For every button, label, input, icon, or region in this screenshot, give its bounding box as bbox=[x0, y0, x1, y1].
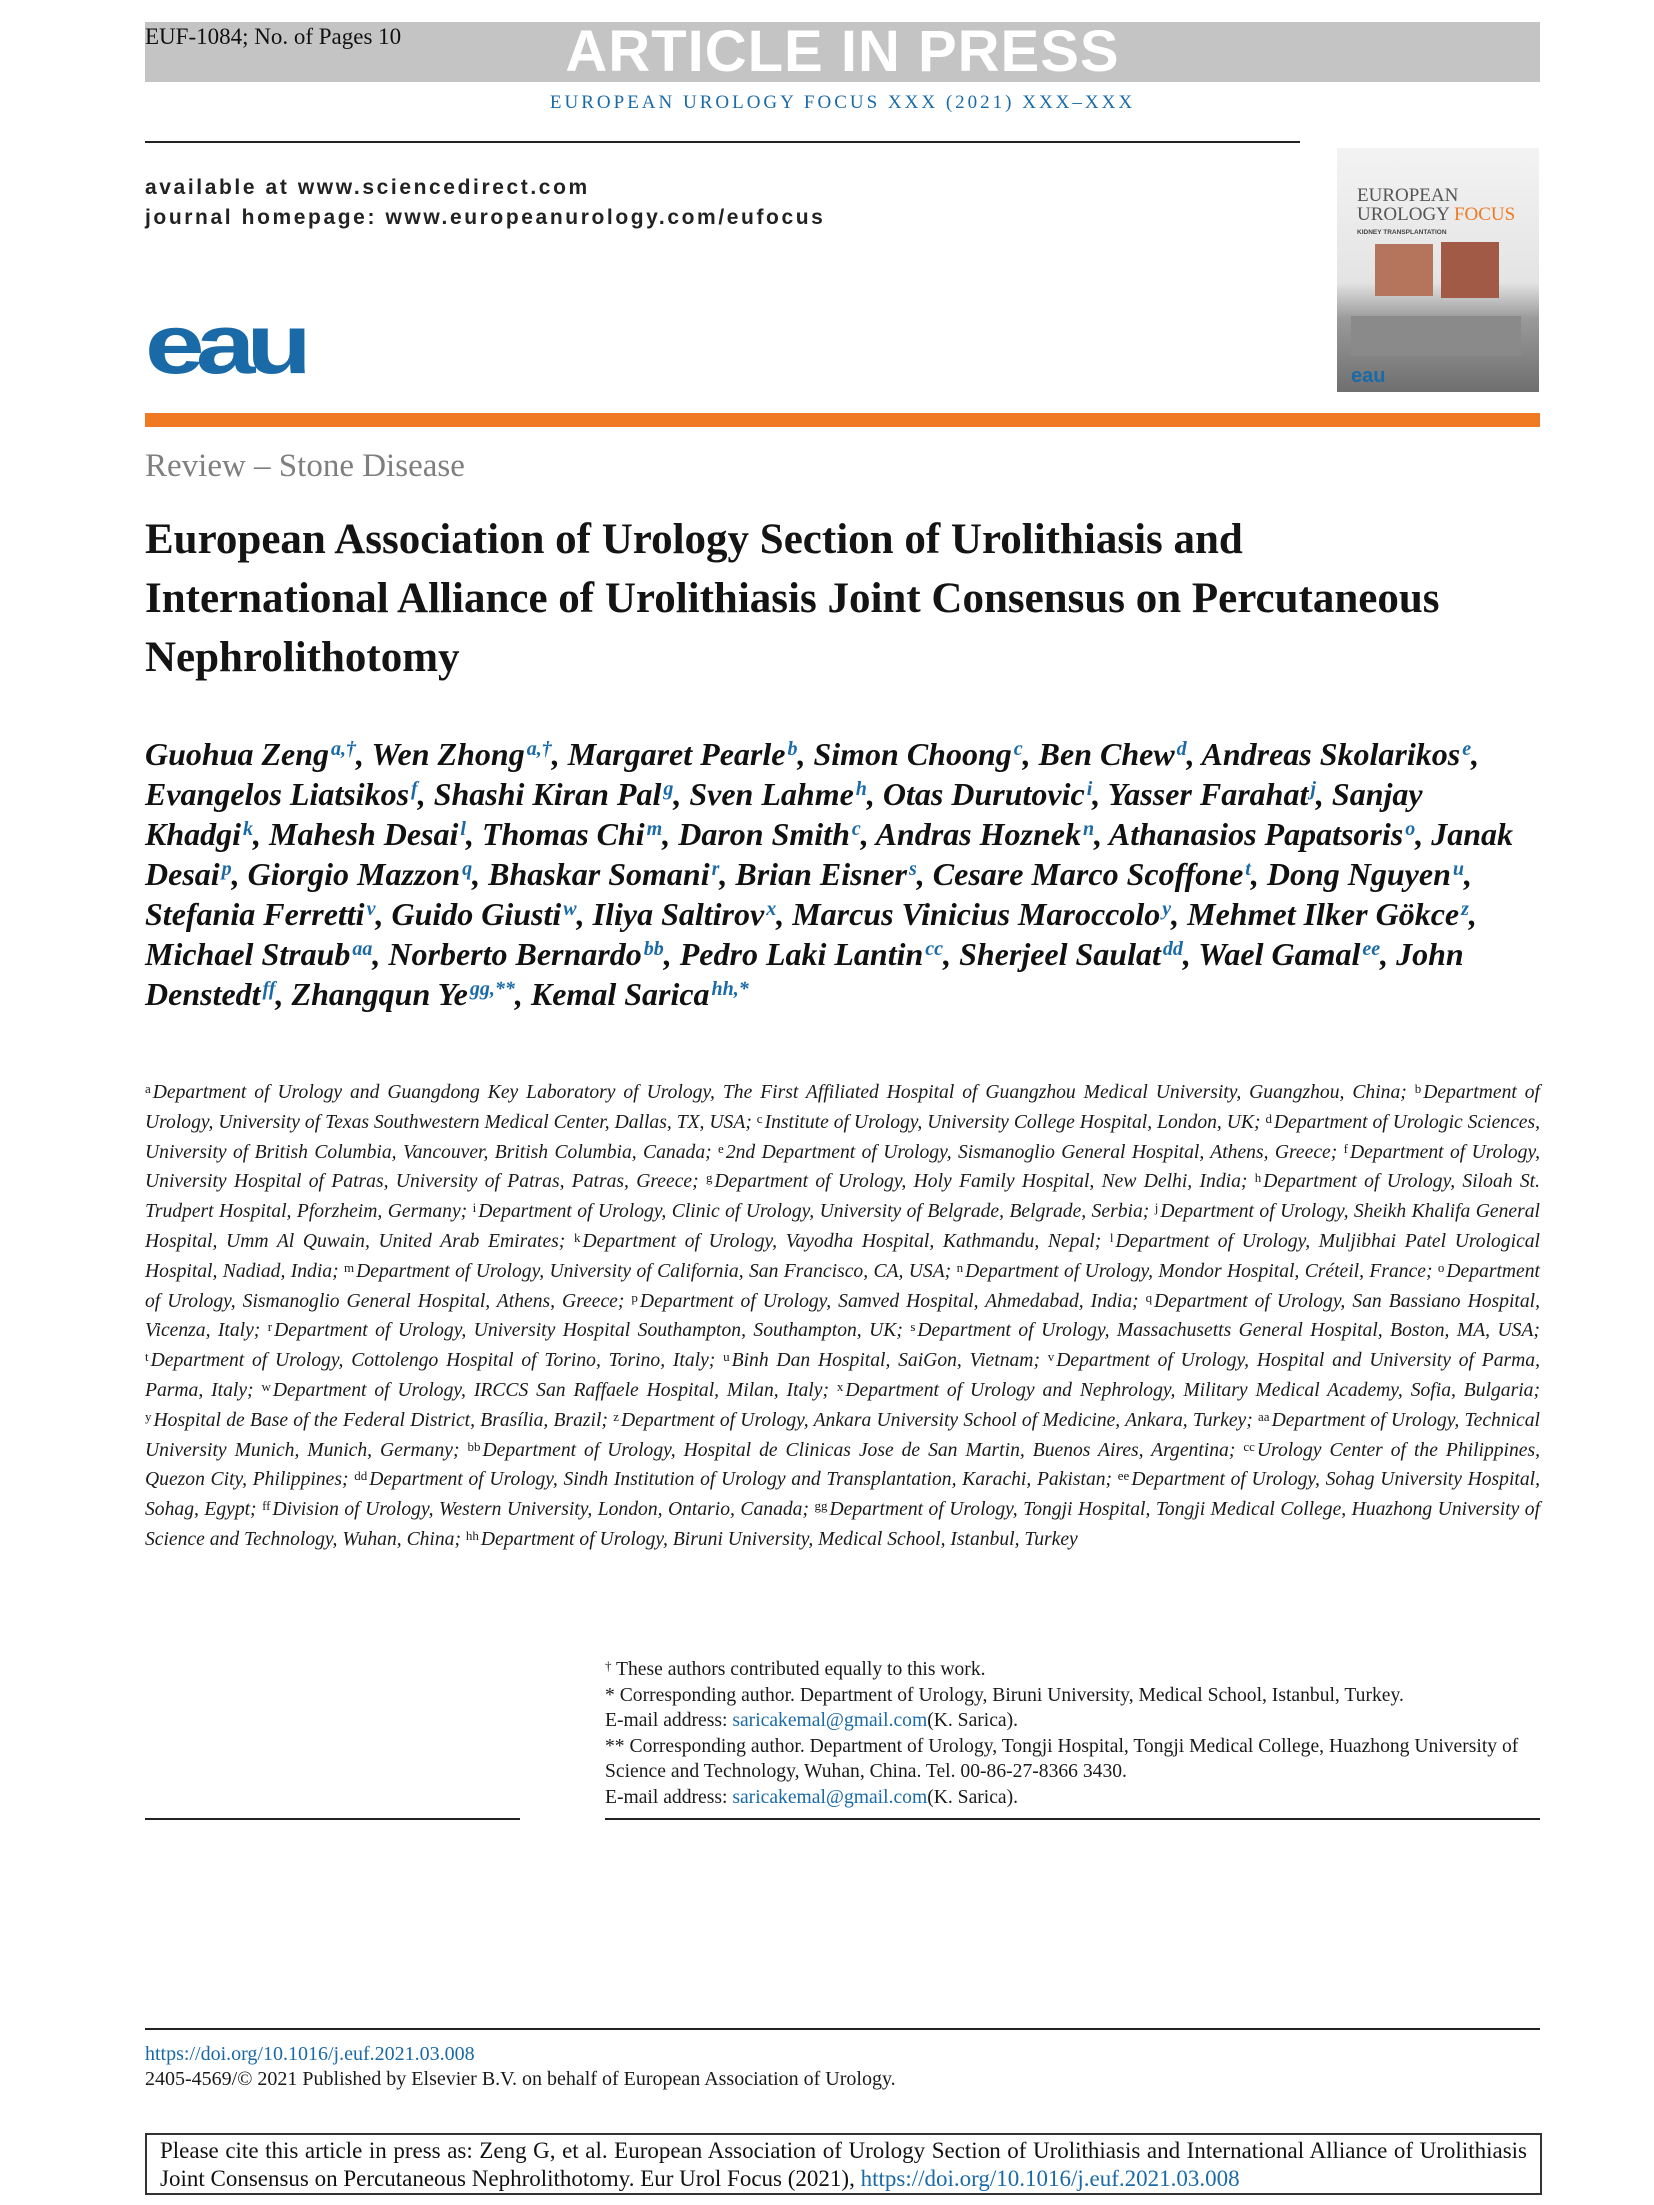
affiliation-item bbox=[467, 1440, 1235, 1461]
author-affiliation-mark: o bbox=[1405, 818, 1416, 840]
footer-rule bbox=[145, 2028, 1540, 2030]
author-affiliation-mark: ff bbox=[262, 978, 276, 1000]
author-item bbox=[568, 736, 798, 772]
author-item bbox=[678, 816, 861, 852]
affiliation-text: Binh Dan Hospital, SaiGon, Vietnam; bbox=[731, 1350, 1040, 1372]
author-name: Guohua Zeng bbox=[145, 736, 330, 772]
author-item bbox=[813, 736, 1022, 772]
equal-contribution-note: † These authors contributed equally to this work. bbox=[605, 1658, 986, 1680]
author-affiliation-mark: h bbox=[855, 778, 867, 800]
footnote-rule-left bbox=[145, 1818, 520, 1820]
author-affiliation-mark: l bbox=[460, 818, 466, 840]
double-asterisk-mark: ** bbox=[605, 1735, 625, 1757]
affiliation-text: Department of Urologic Sciences, University of British Columbia, Vancouver, British Columbia, Canada; bbox=[145, 1111, 1541, 1163]
affiliation-item bbox=[723, 1350, 1040, 1371]
orange-divider bbox=[145, 413, 1540, 427]
affiliation-key: gg bbox=[814, 1498, 828, 1514]
affiliation-key: h bbox=[1254, 1170, 1262, 1186]
author-name: Yasser Farahat bbox=[1107, 776, 1309, 812]
affiliation-text: Department of Urology, Ankara University School of Medicine, Ankara, Turkey; bbox=[620, 1409, 1253, 1431]
affiliation-item bbox=[706, 1171, 1247, 1192]
author-item bbox=[1039, 736, 1187, 772]
author-item bbox=[735, 856, 916, 892]
affiliation-text: Department of Urology, Sheikh Khalifa General Hospital, Umm Al Quwain, United Arab Emirates; bbox=[145, 1201, 1540, 1252]
author-name: Giorgio Mazzon bbox=[247, 856, 461, 892]
author-affiliation-mark: c bbox=[1013, 738, 1023, 760]
author-affiliation-mark: x bbox=[766, 898, 777, 920]
author-affiliation-mark: r bbox=[711, 858, 720, 880]
author-item bbox=[269, 816, 466, 852]
author-affiliation-mark: q bbox=[462, 858, 473, 880]
affiliation-key: p bbox=[631, 1289, 638, 1305]
email-line-1: E-mail address: saricakemal@gmail.com(K. Sarica). bbox=[605, 1710, 1019, 1731]
affiliation-item bbox=[145, 1082, 1407, 1103]
author-affiliation-mark: s bbox=[909, 858, 917, 880]
manuscript-id: EUF-1084; No. of Pages 10 bbox=[145, 24, 402, 49]
affiliation-text: Institute of Urology, University College Hospital, London, UK; bbox=[764, 1111, 1261, 1133]
affiliation-text: Department of Urology, Technical University Munich, Munich, Germany; bbox=[145, 1409, 1540, 1461]
affiliation-text: Department of Urology, San Bassiano Hospital, Vicenza, Italy; bbox=[145, 1290, 1540, 1342]
affiliation-text: Department of Urology, Biruni University, Medical School, Istanbul, Turkey bbox=[480, 1528, 1078, 1550]
affiliation-text: Department of Urology, Sismanoglio General Hospital, Athens, Greece; bbox=[145, 1260, 1540, 1312]
author-item bbox=[248, 856, 473, 892]
author-name: Stefania Ferretti bbox=[145, 896, 365, 932]
author-name: Wen Zhong bbox=[371, 736, 525, 772]
author-name: Simon Choong bbox=[813, 736, 1012, 772]
affiliation-item bbox=[613, 1410, 1253, 1431]
author-name: Wael Gamal bbox=[1198, 936, 1361, 972]
author-name: Andreas Skolarikos bbox=[1201, 736, 1461, 772]
author-name: Dong Nguyen bbox=[1266, 856, 1451, 892]
author-affiliation-mark: gg,** bbox=[469, 978, 515, 1000]
author-name: Mahesh Desai bbox=[269, 816, 459, 852]
author-affiliation-mark: v bbox=[366, 898, 376, 920]
affiliation-item bbox=[718, 1142, 1337, 1163]
cover-title-line3: FOCUS bbox=[1453, 204, 1516, 225]
author-name: Cesare Marco Scoffone bbox=[932, 856, 1244, 892]
cover-toc-band bbox=[1351, 316, 1521, 356]
corresponding-author-2: ** Corresponding author. Department of Urology, Tongji Hospital, Tongji Medical College, Huazhong University of Science and Technology, Wuhan, China. Tel. 00-86-27-8366 3430. bbox=[605, 1735, 1519, 1782]
affiliation-key: u bbox=[723, 1349, 730, 1365]
author-name: Margaret Pearle bbox=[567, 736, 786, 772]
affiliation-item bbox=[574, 1231, 1101, 1252]
affiliation-text: Department of Urology, Hospital and University of Parma, Parma, Italy; bbox=[145, 1350, 1540, 1401]
affiliation-key: t bbox=[145, 1349, 149, 1365]
author-affiliation-mark: b bbox=[787, 738, 798, 760]
affiliation-text: Department of Urology, University of California, San Francisco, CA, USA; bbox=[356, 1260, 952, 1282]
author-affiliation-mark: ee bbox=[1362, 938, 1381, 960]
cover-title-line1: EUROPEAN bbox=[1357, 185, 1459, 206]
affiliation-key: b bbox=[1414, 1081, 1422, 1096]
affiliation-text: Department of Urology, Samved Hospital, Ahmedabad, India; bbox=[639, 1290, 1139, 1312]
affiliation-item bbox=[262, 1499, 809, 1520]
affiliation-key: i bbox=[472, 1200, 477, 1216]
author-name: Mehmet Ilker Gökce bbox=[1187, 896, 1460, 932]
author-item bbox=[482, 816, 662, 852]
author-item bbox=[531, 976, 749, 1012]
article-section-label: Review – Stone Disease bbox=[145, 448, 465, 484]
affiliation-key: y bbox=[145, 1408, 152, 1424]
author-item bbox=[689, 776, 867, 812]
affiliation-item bbox=[261, 1380, 829, 1401]
author-name: Shashi Kiran Pal bbox=[433, 776, 662, 812]
author-name: Thomas Chi bbox=[481, 816, 645, 852]
affiliation-text: Department of Urology, Sohag University Hospital, Sohag, Egypt; bbox=[145, 1469, 1540, 1521]
affiliation-key: z bbox=[613, 1408, 619, 1424]
affiliation-key: c bbox=[756, 1110, 763, 1126]
author-affiliation-mark: d bbox=[1176, 738, 1187, 760]
author-affiliation-mark: dd bbox=[1162, 938, 1183, 960]
affiliation-text: Department of Urology, Hospital de Clinicas Jose de San Martin, Buenos Aires, Argentina; bbox=[482, 1439, 1236, 1461]
citation-doi-link[interactable]: https://doi.org/10.1016/j.euf.2021.03.008 bbox=[860, 2166, 1240, 2191]
journal-homepage-line: journal homepage: www.europeanurology.com/eufocus bbox=[145, 206, 826, 229]
cover-title-line2: UROLOGY bbox=[1357, 204, 1450, 225]
author-name: Pedro Laki Lantin bbox=[679, 936, 924, 972]
eau-logo bbox=[145, 318, 305, 386]
author-item bbox=[883, 776, 1092, 812]
citation-text: Please cite this article in press as: Zeng G, et al. European Association of Urology Section of Urolithiasis and International Alliance of Urolithiasis Joint Consensus on Percutaneous Nephrolithotomy. Eur Urol Focus (2021), https://doi.org/10.1016/j.euf.2021.03.008 bbox=[160, 2138, 1527, 2191]
cover-image-left bbox=[1375, 244, 1433, 296]
affiliation-key: l bbox=[1109, 1229, 1114, 1245]
journal-cover-thumbnail bbox=[1337, 148, 1539, 392]
author-item bbox=[292, 976, 515, 1012]
author-name: Sherjeel Saulat bbox=[959, 936, 1161, 972]
affiliation-item bbox=[757, 1112, 1261, 1133]
author-name: Marcus Vinicius Maroccolo bbox=[792, 896, 1161, 932]
author-name: Ben Chew bbox=[1038, 736, 1175, 772]
author-item bbox=[959, 936, 1183, 972]
author-name: Norberto Bernardo bbox=[388, 936, 642, 972]
affiliation-key: n bbox=[956, 1259, 964, 1275]
affiliation-key: m bbox=[344, 1259, 355, 1275]
article-title: European Association of Urology Section of Urolithiasis and International Alliance of Urolithiasis Joint Consensus on Percutaneous Nephrolithotomy bbox=[145, 516, 1440, 681]
affiliation-key: r bbox=[267, 1319, 273, 1335]
author-item bbox=[593, 896, 777, 932]
affiliation-key: x bbox=[836, 1378, 844, 1394]
author-item bbox=[1109, 816, 1415, 852]
affiliation-item bbox=[957, 1261, 1433, 1282]
author-name: Zhangqun Ye bbox=[291, 976, 468, 1012]
author-affiliation-mark: t bbox=[1245, 858, 1251, 880]
author-item bbox=[1201, 736, 1471, 772]
author-affiliation-mark: j bbox=[1310, 778, 1316, 800]
affiliation-text: Hospital de Base of the Federal District, Brasília, Brazil; bbox=[153, 1409, 608, 1431]
affiliation-item bbox=[145, 1410, 608, 1431]
affiliation-text: Department of Urology, Massachusetts General Hospital, Boston, MA, USA; bbox=[917, 1320, 1540, 1342]
author-affiliation-mark: g bbox=[663, 778, 674, 800]
author-name: Athanasios Papatsoris bbox=[1108, 816, 1404, 852]
cover-image-right bbox=[1441, 242, 1499, 298]
author-item bbox=[792, 896, 1171, 932]
affiliation-text: Department of Urology, University Hospital Southampton, Southampton, UK; bbox=[274, 1320, 903, 1342]
affiliation-text: Department of Urology, Clinic of Urology, University of Belgrade, Belgrade, Serbia; bbox=[478, 1201, 1150, 1223]
author-item bbox=[388, 936, 663, 972]
author-item bbox=[933, 856, 1251, 892]
affiliation-text: Department of Urology, Cottolengo Hospital of Torino, Torino, Italy; bbox=[150, 1350, 716, 1372]
author-name: Bhaskar Somani bbox=[488, 856, 710, 892]
affiliation-key: o bbox=[1437, 1259, 1445, 1275]
email-link-1[interactable]: saricakemal@gmail.com bbox=[732, 1710, 928, 1731]
affiliation-key: k bbox=[573, 1229, 581, 1245]
author-item bbox=[391, 896, 576, 932]
author-name: Sanjay Khadgi bbox=[145, 776, 1423, 852]
affiliation-item bbox=[145, 1350, 715, 1371]
affiliation-key: bb bbox=[467, 1438, 481, 1454]
author-item bbox=[1187, 896, 1469, 932]
affiliation-key: j bbox=[1154, 1200, 1159, 1216]
author-affiliation-mark: w bbox=[563, 898, 577, 920]
author-affiliation-mark: i bbox=[1086, 778, 1093, 800]
author-affiliation-mark: hh,* bbox=[711, 978, 749, 1000]
affiliation-text: Department of Urology, Holy Family Hospital, New Delhi, India; bbox=[714, 1171, 1248, 1193]
affiliation-key: ee bbox=[1117, 1468, 1130, 1484]
affiliation-item bbox=[910, 1320, 1540, 1341]
author-item bbox=[488, 856, 719, 892]
email-line-2: E-mail address: saricakemal@gmail.com(K. Sarica). bbox=[605, 1786, 1019, 1808]
affiliation-key: f bbox=[1343, 1140, 1348, 1156]
author-item bbox=[145, 936, 372, 972]
affiliation-text: Department of Urology, Tongji Hospital, Tongji Medical College, Huazhong University of Science and Technology, Wuhan, China; bbox=[145, 1499, 1541, 1550]
author-affiliation-mark: aa bbox=[352, 938, 373, 960]
author-item bbox=[145, 736, 356, 772]
affiliation-item bbox=[837, 1380, 1540, 1401]
affiliation-text: Department of Urology, Sindh Institution of Urology and Transplantation, Karachi, Pakistan; bbox=[369, 1469, 1113, 1491]
affiliation-key: hh bbox=[465, 1527, 479, 1543]
affiliation-item bbox=[473, 1201, 1150, 1222]
author-item bbox=[145, 776, 418, 812]
author-affiliation-mark: u bbox=[1452, 858, 1464, 880]
author-affiliation-mark: m bbox=[646, 818, 663, 840]
author-affiliation-mark: cc bbox=[925, 938, 944, 960]
author-name: Evangelos Liatsikos bbox=[145, 776, 410, 812]
affiliation-text: Division of Urology, Western University, London, Ontario, Canada; bbox=[272, 1499, 809, 1521]
author-affiliation-mark: bb bbox=[643, 938, 664, 960]
cover-logo: eau bbox=[1351, 365, 1386, 387]
affiliation-key: v bbox=[1047, 1349, 1055, 1365]
affiliation-key: cc bbox=[1243, 1438, 1255, 1454]
author-affiliation-mark: z bbox=[1461, 898, 1469, 920]
affiliation-key: aa bbox=[1258, 1408, 1270, 1424]
author-affiliation-mark: a,† bbox=[331, 738, 357, 760]
author-affiliation-mark: p bbox=[221, 858, 232, 880]
affiliation-item bbox=[344, 1261, 951, 1282]
author-name: Otas Durutovic bbox=[882, 776, 1085, 812]
affiliation-text: 2nd Department of Urology, Sismanoglio General Hospital, Athens, Greece; bbox=[725, 1141, 1338, 1163]
author-affiliation-mark: y bbox=[1162, 898, 1172, 920]
affiliation-item bbox=[268, 1320, 903, 1341]
header-rule bbox=[145, 141, 1300, 143]
author-item bbox=[1108, 776, 1316, 812]
affiliation-key: dd bbox=[354, 1468, 368, 1484]
affiliation-key: d bbox=[1265, 1110, 1272, 1126]
author-footnotes bbox=[605, 1657, 1540, 1810]
affiliation-key: e bbox=[718, 1140, 724, 1156]
affiliation-item bbox=[466, 1529, 1078, 1550]
affiliation-text: Department of Urology and Nephrology, Military Medical Academy, Sofia, Bulgaria; bbox=[845, 1379, 1540, 1401]
affiliation-key: w bbox=[261, 1378, 271, 1394]
asterisk-mark: * bbox=[605, 1684, 615, 1706]
author-name: Andras Hoznek bbox=[875, 816, 1081, 852]
affiliation-key: s bbox=[910, 1319, 916, 1335]
journal-running-head: EUROPEAN UROLOGY FOCUS XXX (2021) XXX–XXX bbox=[549, 92, 1136, 113]
affiliation-key: g bbox=[705, 1170, 713, 1186]
affiliation-text: Department of Urology, Vayodha Hospital, Kathmandu, Nepal; bbox=[582, 1230, 1102, 1252]
doi-link[interactable]: https://doi.org/10.1016/j.euf.2021.03.008 bbox=[145, 2043, 475, 2065]
cover-subtitle: KIDNEY TRANSPLANTATION bbox=[1357, 229, 1447, 236]
author-affiliation-mark: f bbox=[411, 778, 418, 800]
affiliation-item bbox=[631, 1291, 1138, 1312]
affiliation-key: q bbox=[1145, 1289, 1153, 1305]
affiliation-text: Department of Urology, Muljibhai Patel Urological Hospital, Nadiad, India; bbox=[145, 1230, 1541, 1282]
affiliation-item bbox=[354, 1469, 1112, 1490]
article-in-press-title: ARTICLE IN PRESS bbox=[565, 19, 1120, 84]
affiliation-text: Department of Urology and Guangdong Key Laboratory of Urology, The First Affiliated Hospital of Guangzhou Medical University, Guangzhou, China; bbox=[152, 1082, 1407, 1103]
author-list: Guohua Zeng $^{a,\dagger}$, Wen Zhong $^{a,\dagger}$, Margaret Pearle $^b$, Simon Choong $^c$, Ben Chew $^d$, Andreas Skolarikos $^e$, Evangelos Liatsikos $^f$, Shashi Kiran Pal $^g$, Sven Lahme $^h$, Otas Durutovic $^i$, Yasser Farahat $^j$, Sanjay Khadgi $^k$, Mahesh Desai $^l$, Thomas Chi $^m$, Daron Smith $^c$, Andras Hoznek $^n$, Athanasios Papatsoris $^o$, Janak Desai $^p$, Giorgio Mazzon $^q$, Bhaskar Somani $^r$, Brian Eisner $^s$, Cesare Marco Scoffone $^t$, Dong Nguyen $^u$, Stefania Ferretti $^v$, Guido Giusti $^w$, Iliya Saltirov $^x$, Marcus Vinicius Maroccolo $^y$, Mehmet Ilker Gökce $^z$, Michael Straub $^{aa}$, Norberto Bernardo $^{bb}$, Pedro Laki Lantin $^{cc}$, Sherjeel Saulat $^{dd}$, Wael Gamal $^{ee}$, John Denstedt $^{ff}$, Zhangqun Ye $^{gg,**}$, Kemal Sarica $^{hh,*}$ bbox=[145, 736, 1513, 1012]
footnote-rule-right bbox=[605, 1818, 1540, 1820]
author-name: Michael Straub bbox=[145, 936, 351, 972]
author-affiliation-mark: k bbox=[243, 818, 254, 840]
author-affiliation-mark: n bbox=[1082, 818, 1095, 840]
svg-text:UROLOGY FOCUS bbox=[1357, 204, 1515, 225]
citation-box bbox=[145, 2133, 1542, 2195]
affiliation-text: Department of Urology, University Hospital of Patras, University of Patras, Patras, Greece; bbox=[145, 1141, 1540, 1193]
affiliation-text: Urology Center of the Philippines, Quezon City, Philippines; bbox=[145, 1439, 1541, 1491]
affiliations bbox=[145, 1078, 1540, 1555]
dagger-mark: † bbox=[605, 1658, 612, 1673]
corresponding-author-1: * Corresponding author. Department of Urology, Biruni University, Medical School, Istanbul, Turkey. bbox=[605, 1684, 1404, 1706]
author-affiliation-mark: e bbox=[1462, 738, 1472, 760]
author-name: Iliya Saltirov bbox=[592, 896, 765, 932]
author-name: Janak Desai bbox=[145, 816, 1513, 892]
eau-logo-text: eau bbox=[145, 318, 305, 386]
author-item bbox=[434, 776, 674, 812]
author-name: Guido Giusti bbox=[391, 896, 562, 932]
email-link-2[interactable]: saricakemal@gmail.com bbox=[732, 1786, 928, 1808]
author-name: Daron Smith bbox=[678, 816, 850, 852]
affiliation-key: ff bbox=[262, 1498, 271, 1514]
author-affiliation-mark: a,† bbox=[526, 738, 552, 760]
affiliation-key: a bbox=[145, 1081, 151, 1096]
author-affiliation-mark: c bbox=[851, 818, 861, 840]
author-item bbox=[876, 816, 1095, 852]
author-item bbox=[1198, 936, 1380, 972]
copyright-line: 2405-4569/© 2021 Published by Elsevier B.V. on behalf of European Association of Urology. bbox=[145, 2068, 896, 2090]
author-name: John Denstedt bbox=[145, 936, 1464, 1012]
sciencedirect-line: available at www.sciencedirect.com bbox=[145, 176, 590, 199]
author-name: Kemal Sarica bbox=[530, 976, 710, 1012]
affiliation-text: Department of Urology, University of Texas Southwestern Medical Center, Dallas, TX, USA; bbox=[145, 1082, 1540, 1133]
affiliation-text: Department of Urology, Siloah St. Trudpert Hospital, Pforzheim, Germany; bbox=[145, 1171, 1540, 1223]
author-item bbox=[680, 936, 943, 972]
author-name: Sven Lahme bbox=[689, 776, 854, 812]
author-item bbox=[1267, 856, 1464, 892]
author-item bbox=[145, 896, 375, 932]
author-name: Brian Eisner bbox=[735, 856, 907, 892]
author-item bbox=[371, 736, 551, 772]
affiliation-text: Department of Urology, IRCCS San Raffaele Hospital, Milan, Italy; bbox=[272, 1379, 829, 1401]
affiliation-text: Department of Urology, Mondor Hospital, Créteil, France; bbox=[965, 1260, 1433, 1282]
